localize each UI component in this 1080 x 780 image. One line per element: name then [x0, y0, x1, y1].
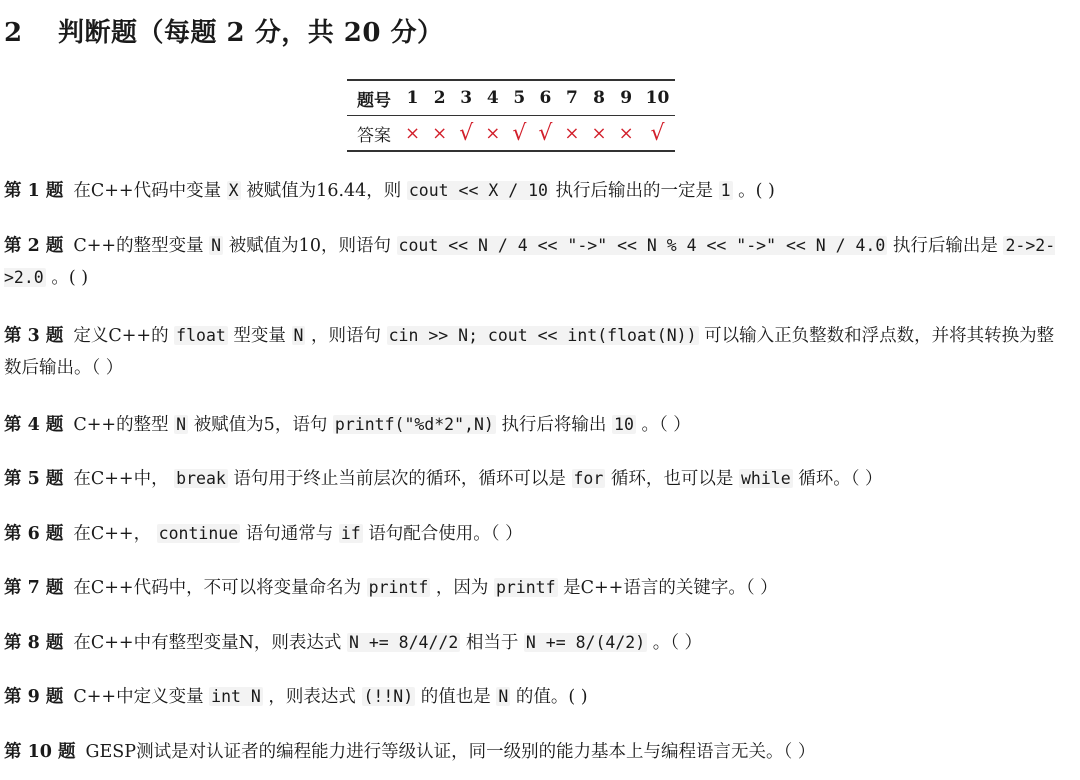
question-number-label: 题号 — [347, 80, 399, 116]
inline-code: for — [573, 469, 604, 488]
question-number-label: 第 6 题 — [4, 524, 64, 544]
question-number: 7 — [558, 80, 585, 116]
question-number-label: 第 4 题 — [4, 415, 64, 435]
inline-code: 10 — [614, 415, 634, 434]
question-text: 语句通常与 — [245, 524, 334, 544]
inline-code: N — [176, 415, 187, 434]
question-text: 执行后将输出 — [501, 415, 607, 435]
question-number-label: 第 7 题 — [4, 578, 64, 598]
inline-code: (!!N) — [363, 687, 414, 706]
question-text: 语句配合使用。（ ） — [368, 524, 523, 544]
question-text: GESP测试是对认证者的编程能力进行等级认证，同一级别的能力基本上与编程语言无关。（ ） — [85, 742, 816, 762]
question-number-label: 第 1 题 — [4, 181, 64, 201]
question-text: C++的整型变量 — [73, 236, 204, 256]
question-text: 在C++， — [73, 524, 152, 544]
answer-mark: × — [564, 122, 580, 144]
question-text: 。（ ） — [652, 633, 703, 653]
question-1 — [4, 175, 1070, 207]
question-text: 在C++代码中，不可以将变量命名为 — [73, 578, 362, 598]
question-number: 1 — [399, 80, 426, 116]
question-5 — [4, 463, 1070, 495]
inline-code: N — [211, 236, 222, 255]
question-text: C++的整型 — [73, 415, 169, 435]
question-number-label: 第 10 题 — [4, 742, 76, 762]
question-text: 型变量 — [233, 326, 286, 346]
inline-code: if — [340, 524, 361, 543]
inline-code: N — [293, 326, 304, 345]
question-text: 被赋值为10，则语句 — [228, 236, 391, 256]
question-text: 定义C++的 — [73, 326, 169, 346]
question-3 — [4, 320, 1070, 384]
question-10 — [4, 736, 1070, 768]
inline-code: printf — [368, 578, 429, 597]
question-text: 语句用于终止当前层次的循环，循环可以是 — [233, 469, 566, 489]
section-number: 2 — [4, 18, 23, 48]
question-text: 在C++中， — [73, 469, 169, 489]
inline-code: printf("%d*2",N) — [334, 415, 494, 434]
question-number-label: 第 9 题 — [4, 687, 64, 707]
inline-code: while — [740, 469, 791, 488]
question-number: 4 — [479, 80, 506, 116]
question-2 — [4, 230, 1070, 294]
question-number: 2 — [426, 80, 453, 116]
question-number: 6 — [532, 80, 558, 116]
answer-table — [347, 79, 675, 152]
answer-mark: × — [591, 122, 607, 144]
question-text: 执行后输出的一定是 — [555, 181, 714, 201]
question-text: 在C++代码中变量 — [73, 181, 222, 201]
question-text: ，则表达式 — [268, 687, 356, 707]
inline-code: X — [228, 181, 239, 200]
question-text: 。( ) — [738, 181, 775, 201]
question-6 — [4, 518, 1070, 550]
answer-table-answer-row — [347, 116, 675, 152]
question-number: 10 — [640, 80, 676, 116]
inline-code: cin >> N; cout << int(float(N)) — [388, 326, 697, 345]
answer-label: 答案 — [357, 125, 391, 146]
question-text: 是C++语言的关键字。（ ） — [563, 578, 778, 598]
question-text: 被赋值为16.44，则 — [246, 181, 402, 201]
question-text: 。( ) — [51, 268, 89, 288]
answer-mark: √ — [512, 120, 527, 146]
question-text: 执行后输出是 — [892, 236, 998, 256]
section-title — [4, 12, 443, 49]
question-number-label: 第 8 题 — [4, 633, 64, 653]
question-9 — [4, 681, 1070, 713]
question-text: 可以输入正负整数和浮点数，并将其转换为整数后输出。（ ） — [4, 326, 1055, 378]
answer-mark: × — [432, 122, 448, 144]
question-8 — [4, 627, 1070, 659]
question-text: 相当于 — [465, 633, 519, 653]
answer-table-header-row — [347, 80, 675, 116]
answer-mark: × — [485, 122, 501, 144]
question-text: 的值。( ) — [515, 687, 588, 707]
question-text: 在C++中有整型变量N，则表达式 — [73, 633, 342, 653]
section-heading: 判断题（每题 2 分，共 20 分） — [58, 18, 444, 48]
answer-mark: √ — [650, 120, 665, 146]
answer-mark: × — [405, 122, 421, 144]
inline-code: N — [498, 687, 509, 706]
inline-code: 2->2->2.0 — [4, 236, 1056, 287]
question-text: ，则语句 — [311, 326, 382, 346]
inline-code: continue — [158, 524, 239, 543]
inline-code: N += 8/4//2 — [348, 633, 459, 652]
question-text: ，因为 — [435, 578, 489, 598]
question-number: 5 — [506, 80, 532, 116]
question-text: 。（ ） — [641, 415, 691, 435]
question-text: 循环。（ ） — [798, 469, 883, 489]
answer-mark: √ — [538, 120, 553, 146]
question-number-label: 第 5 题 — [4, 469, 64, 489]
answer-mark: √ — [459, 120, 474, 146]
answer-mark: × — [618, 122, 634, 144]
question-number: 3 — [453, 80, 479, 116]
inline-code: 1 — [720, 181, 731, 200]
question-text: 的值也是 — [420, 687, 491, 707]
question-4 — [4, 409, 1070, 441]
question-number-label: 第 2 题 — [4, 236, 64, 256]
question-number: 9 — [613, 80, 640, 116]
question-7 — [4, 572, 1070, 604]
question-text: 循环，也可以是 — [610, 469, 734, 489]
inline-code: N += 8/(4/2) — [525, 633, 646, 652]
inline-code: int N — [211, 687, 261, 706]
inline-code: printf — [495, 578, 556, 597]
question-text: C++中定义变量 — [73, 687, 204, 707]
inline-code: float — [176, 326, 226, 345]
inline-code: break — [176, 469, 226, 488]
question-number: 8 — [585, 80, 612, 116]
inline-code: cout << X / 10 — [408, 181, 548, 200]
question-text: 被赋值为5，语句 — [193, 415, 328, 435]
question-number-label: 第 3 题 — [4, 326, 64, 346]
inline-code: cout << N / 4 << "->" << N % 4 << "->" << N / 4.0 — [398, 236, 886, 255]
